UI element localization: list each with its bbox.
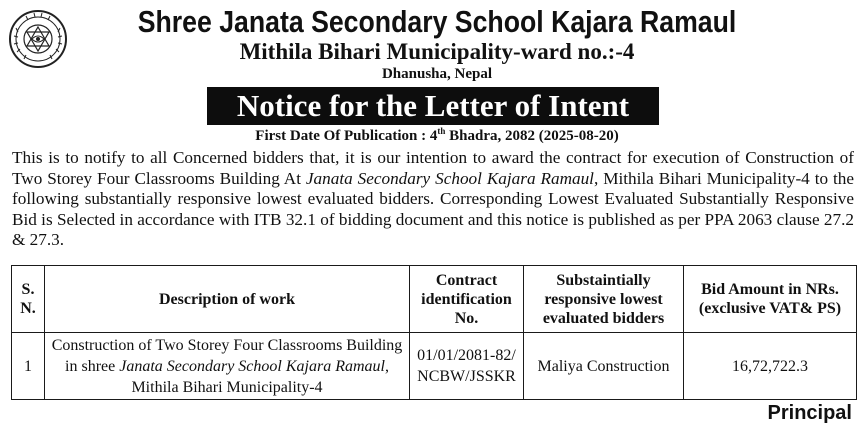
description-municipality: , Mithila Bihari Municipality-4 xyxy=(131,357,389,396)
header-sn: S. N. xyxy=(12,266,45,333)
cell-sn: 1 xyxy=(12,333,45,400)
publication-label: First Date Of Publication : 4 xyxy=(255,128,438,144)
school-emblem-logo xyxy=(8,8,68,72)
header-amount: Bid Amount in NRs. (exclusive VAT& PS) xyxy=(684,266,857,333)
body-part-1: This is to notify to all Concerned bidders that, it is our intention to award the contract for execution of Construction of Two Storey Four Classrooms Building At xyxy=(12,148,854,188)
notice-body-paragraph xyxy=(12,148,854,251)
header-contract-id: Contract identification No. xyxy=(410,266,524,333)
header-bidder: Substaintially responsive lowest evaluated bidders xyxy=(524,266,684,333)
school-name-heading: Shree Janata Secondary School Kajara Ramaul xyxy=(137,4,737,39)
body-part-2: , Mithila Bihari Municipality-4 to the following substantially responsive lowest evaluated bidders. Corresponding Lowest Evaluated Substantially Responsive Bid is Selected in accordance with ITB 32.1 of bidding document and this notice is published as per PPA 2063 clause 27.2 & 27.3. xyxy=(12,168,855,250)
cell-bidder: Maliya Construction xyxy=(524,333,684,400)
bid-results-table xyxy=(11,265,857,400)
cell-contract-id: 01/01/2081-82/ NCBW/JSSKR xyxy=(410,333,524,400)
notice-title: Notice for the Letter of Intent xyxy=(207,87,659,125)
publication-ordinal: th xyxy=(437,126,446,136)
district-line: Dhanusha, Nepal xyxy=(381,66,493,82)
table-row xyxy=(12,333,857,400)
municipality-subheading: Mithila Bihari Municipality-ward no.:-4 xyxy=(239,39,635,64)
publication-date xyxy=(66,125,808,147)
cell-description xyxy=(45,333,410,400)
principal-signature-title: Principal xyxy=(767,402,852,424)
body-school-name: Janata Secondary School Kajara Ramaul xyxy=(305,168,594,188)
header-description: Description of work xyxy=(45,266,410,333)
cell-amount: 16,72,722.3 xyxy=(684,333,857,400)
description-school-name: Janata Secondary School Kajara Ramaul xyxy=(119,357,385,375)
table-header-row xyxy=(12,266,857,333)
description-text: Construction of Two Storey Four Classrooms Building in shree xyxy=(51,336,403,375)
publication-date-rest: Bhadra, 2082 (2025-08-20) xyxy=(445,128,619,144)
